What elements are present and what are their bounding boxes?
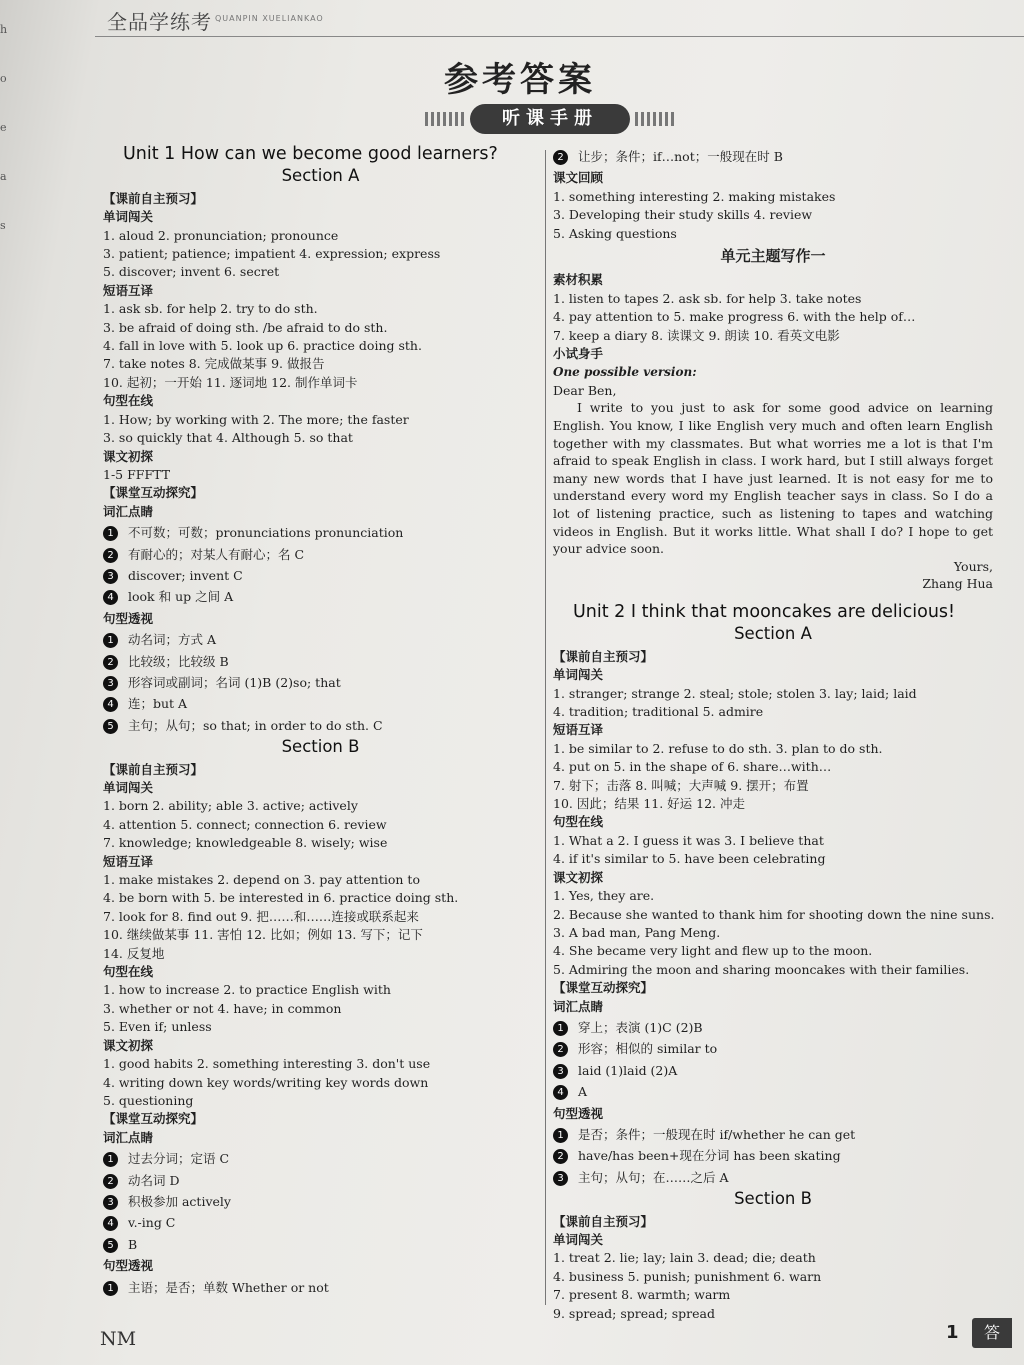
answer-line: 3. whether or not 4. have; in common <box>103 1000 342 1016</box>
answer-text: have/has been+现在分词 has been skating <box>578 1148 841 1164</box>
answer-line: 1. be similar to 2. refuse to do sth. 3. plan to do sth. <box>553 740 883 756</box>
answer-line: 7. look for 8. find out 9. 把……和……连接或联系起来 <box>103 908 419 924</box>
answer-line: 5. Admiring the moon and sharing mooncakes with their families. <box>553 961 970 977</box>
edge-letter: a <box>0 170 7 183</box>
answer-text: 比较级；比较级 B <box>128 653 229 669</box>
section-title: Section A <box>281 166 360 186</box>
subheading: 单词闯关 <box>103 780 154 795</box>
letter-signature: Zhang Hua <box>922 576 993 592</box>
circled-number: 2 <box>103 655 118 670</box>
numbered-answer <box>103 631 538 649</box>
edge-letter: e <box>0 121 7 134</box>
answer-line: 7. take notes 8. 完成做某事 9. 做报告 <box>103 356 325 372</box>
answer-line: 1. aloud 2. pronunciation; pronounce <box>103 227 339 243</box>
part-heading: 【课前自主预习】 <box>553 648 654 664</box>
numbered-answer <box>553 1019 993 1037</box>
banner-wing-right <box>635 112 675 126</box>
page-number: 1 <box>946 1322 959 1343</box>
subheading: 句型在线 <box>103 393 154 409</box>
subheading: 句型在线 <box>553 814 604 830</box>
circled-number: 3 <box>553 1064 568 1079</box>
answer-line: 1. How; by working with 2. The more; the faster <box>103 411 409 427</box>
edge-letter: s <box>0 219 6 232</box>
subheading: 单词闯关 <box>103 209 154 225</box>
answer-line: 4. tradition; traditional 5. admire <box>553 704 764 720</box>
answer-line: 3. Developing their study skills 4. review <box>553 207 813 223</box>
numbered-answer <box>553 1169 993 1187</box>
answer-text: 主语；是否；单数 Whether or not <box>128 1279 329 1295</box>
numbered-answer <box>103 695 538 713</box>
circled-number: 1 <box>553 1128 568 1143</box>
answer-text: laid (1)laid (2)A <box>578 1062 678 1078</box>
part-heading: 【课前自主预习】 <box>553 1213 654 1229</box>
answer-text: A <box>578 1084 588 1100</box>
circled-number: 1 <box>103 633 118 648</box>
numbered-answer <box>103 1236 538 1254</box>
answer-text: 动名词 D <box>128 1172 180 1188</box>
part-heading: 【课前自主预习】 <box>103 761 204 777</box>
numbered-answer <box>103 567 538 585</box>
numbered-answer <box>103 674 538 692</box>
answer-line: 5. Even if; unless <box>103 1019 212 1035</box>
answer-text: look 和 up 之间 A <box>128 589 234 605</box>
answer-line: 7. 射下；击落 8. 叫喊；大声喊 9. 摆开；布置 <box>553 777 809 793</box>
answer-text: 过去分词；定语 C <box>128 1151 230 1167</box>
answer-line: 3. be afraid of doing sth. /be afraid to do sth. <box>103 319 388 335</box>
answer-line: 1. born 2. ability; able 3. active; actively <box>103 798 358 814</box>
part-heading: 【课前自主预习】 <box>103 190 204 206</box>
answer-text: 形容；相似的 similar to <box>578 1041 718 1057</box>
edge-letter: h <box>0 23 8 36</box>
part-heading: 【课堂互动探究】 <box>553 980 654 996</box>
subheading: 单词闯关 <box>553 667 604 683</box>
subheading: 课文初探 <box>553 869 604 885</box>
answer-line: 14. 反复地 <box>103 945 165 961</box>
numbered-answer <box>103 1150 538 1168</box>
subheading: 短语互译 <box>103 853 154 869</box>
answer-text: 让步；条件；if…not；一般现在时 B <box>578 149 783 164</box>
adjacent-page-edge <box>0 20 12 235</box>
section-title: Section B <box>281 737 360 757</box>
answer-line: 10. 因此；结果 11. 好运 12. 冲走 <box>553 796 746 812</box>
answer-line: 7. present 8. warmth; warm <box>553 1287 731 1303</box>
answer-line: 1. stranger; strange 2. steal; stole; stolen 3. lay; laid; laid <box>553 685 917 701</box>
footer-code: NM <box>100 1328 137 1350</box>
answer-line: 1-5 FFFTT <box>103 466 171 482</box>
circled-number: 5 <box>103 719 118 734</box>
answer-line: 7. knowledge; knowledgeable 8. wisely; wise <box>103 835 388 851</box>
subheading: 小试身手 <box>553 346 604 362</box>
section-title: Section B <box>734 1189 812 1209</box>
subheading: 短语互译 <box>103 282 154 298</box>
circled-number: 3 <box>103 676 118 691</box>
answer-line: 9. spread; spread; spread <box>553 1305 715 1321</box>
sample-letter <box>553 382 993 593</box>
letter-body: I write to you just to ask for some good advice on learning English. You know, I like English very much and often learn English together with my classmates. But what worries me a lot is that I'm afraid to speak English in class. I work hard, but I still always forget many new words that I have just learned. It is not easy for me to understand every word my English teacher says in class. So I do a lot of listening practice, such as listening to tapes and watching videos in English. But it works little. What shall I do? I hope to get your advice soon. <box>553 400 993 557</box>
left-column <box>103 145 538 1300</box>
numbered-answer <box>103 1172 538 1190</box>
answer-line: 1. What a 2. I guess it was 3. I believe that <box>553 832 824 848</box>
writing-section-title: 单元主题写作一 <box>720 247 826 266</box>
answer-line: 1. treat 2. lie; lay; lain 3. dead; die; death <box>553 1250 816 1266</box>
circled-number: 2 <box>553 150 568 165</box>
answer-text: 是否；条件；一般现在时 if/whether he can get <box>578 1126 856 1142</box>
numbered-answer <box>103 588 538 606</box>
answer-text: B <box>128 1236 138 1252</box>
subheading: 词汇点睛 <box>103 503 154 519</box>
answer-line: 7. keep a diary 8. 读课文 9. 朗读 10. 看英文电影 <box>553 327 840 343</box>
answer-line: 4. put on 5. in the shape of 6. share…with… <box>553 759 832 775</box>
circled-number: 3 <box>103 569 118 584</box>
brand-pinyin: QUANPIN XUELIANKAO <box>215 14 324 23</box>
circled-number: 4 <box>103 697 118 712</box>
letter-closing: Yours, <box>953 558 993 574</box>
numbered-answer <box>553 1040 993 1058</box>
answer-text: 不可数；可数；pronunciations pronunciation <box>128 525 404 541</box>
subheading: 短语互译 <box>553 722 604 738</box>
subheading: 句型透视 <box>103 610 154 626</box>
brand-title: 全品学练考 <box>107 10 212 34</box>
answer-line: 1. something interesting 2. making mistakes <box>553 188 836 204</box>
header-rule <box>95 36 1024 37</box>
answer-text: v.-ing C <box>128 1215 176 1231</box>
answer-line: 2. Because she wanted to thank him for shooting down the nine suns. <box>553 906 995 922</box>
answer-line: 5. discover; invent 6. secret <box>103 264 280 280</box>
answer-line: 1. listen to tapes 2. ask sb. for help 3. take notes <box>553 290 862 306</box>
answer-line: 1. good habits 2. something interesting 3. don't use <box>103 1056 431 1072</box>
page-title: 参考答案 <box>444 60 596 100</box>
answer-text: 主句；从句；在……之后 A <box>578 1169 729 1185</box>
answer-line: 1. ask sb. for help 2. try to do sth. <box>103 301 318 317</box>
numbered-answer <box>553 148 993 166</box>
numbered-answer <box>103 717 538 735</box>
circled-number: 1 <box>103 526 118 541</box>
answer-line: 4. business 5. punish; punishment 6. warn <box>553 1268 822 1284</box>
section-banner: 听课手册 <box>470 104 630 134</box>
numbered-answer <box>553 1062 993 1080</box>
answer-line: 4. be born with 5. be interested in 6. practice doing sth. <box>103 890 459 906</box>
answer-line: 4. writing down key words/writing key words down <box>103 1074 429 1090</box>
numbered-answer <box>103 546 538 564</box>
subheading: 句型在线 <box>103 964 154 980</box>
answer-line: 4. if it's similar to 5. have been celebrating <box>553 851 826 867</box>
subheading: 课文初探 <box>103 1037 154 1053</box>
answer-line: 4. pay attention to 5. make progress 6. with the help of… <box>553 309 916 325</box>
circled-number: 3 <box>103 1195 118 1210</box>
circled-number: 1 <box>103 1152 118 1167</box>
answer-line: 3. so quickly that 4. Although 5. so that <box>103 430 353 446</box>
answer-line: 4. attention 5. connect; connection 6. review <box>103 816 387 832</box>
answer-text: 形容词或副词；名词 (1)B (2)so; that <box>128 674 341 690</box>
column-divider <box>545 150 546 1305</box>
answer-text: 穿上；表演 (1)C (2)B <box>578 1019 703 1035</box>
unit-title: Unit 2 I think that mooncakes are delicious! <box>573 602 956 622</box>
numbered-answer <box>103 1279 538 1297</box>
circled-number: 2 <box>103 548 118 563</box>
subheading: 句型透视 <box>103 1258 154 1274</box>
circled-number: 5 <box>103 1238 118 1253</box>
answer-line: 1. make mistakes 2. depend on 3. pay attention to <box>103 872 420 888</box>
answer-text: discover; invent C <box>128 567 243 583</box>
circled-number: 4 <box>103 590 118 605</box>
edge-letter: o <box>0 72 7 85</box>
subheading: 词汇点睛 <box>103 1129 154 1145</box>
numbered-answer <box>553 1083 993 1101</box>
answer-line: 5. Asking questions <box>553 225 677 241</box>
answer-text: 连；but A <box>128 696 188 712</box>
part-heading: 【课堂互动探究】 <box>103 1111 204 1127</box>
circled-number: 4 <box>103 1216 118 1231</box>
part-heading: 【课堂互动探究】 <box>103 485 204 501</box>
answer-text: 主句；从句；so that; in order to do sth. C <box>128 717 383 733</box>
answer-tab: 答 <box>972 1318 1012 1348</box>
answer-line: 1. Yes, they are. <box>553 888 655 904</box>
circled-number: 1 <box>553 1021 568 1036</box>
answer-text: 积极参加 actively <box>128 1193 231 1209</box>
numbered-answer <box>553 1126 993 1144</box>
answer-line: 3. A bad man, Pang Meng. <box>553 924 721 940</box>
numbered-answer <box>103 1193 538 1211</box>
letter-greeting: Dear Ben, <box>553 382 617 398</box>
answer-line: 4. fall in love with 5. look up 6. practice doing sth. <box>103 338 422 354</box>
numbered-answer <box>553 1147 993 1165</box>
section-title: Section A <box>734 624 812 644</box>
circled-number: 2 <box>103 1174 118 1189</box>
circled-number: 4 <box>553 1085 568 1100</box>
subheading: 素材积累 <box>553 272 604 288</box>
numbered-answer <box>103 524 538 542</box>
answer-line: 10. 起初；一开始 11. 逐词地 12. 制作单词卡 <box>103 374 358 390</box>
version-label: One possible version: <box>553 365 697 380</box>
numbered-answer <box>103 653 538 671</box>
unit-title: Unit 1 How can we become good learners? <box>123 144 498 164</box>
subheading: 单词闯关 <box>553 1232 604 1247</box>
subheading: 课文初探 <box>103 448 154 464</box>
answer-line: 3. patient; patience; impatient 4. expression; express <box>103 246 441 262</box>
circled-number: 2 <box>553 1149 568 1164</box>
answer-line: 1. how to increase 2. to practice English with <box>103 982 391 998</box>
page-header <box>95 6 1024 38</box>
answer-line: 10. 继续做某事 11. 害怕 12. 比如；例如 13. 写下；记下 <box>103 927 423 943</box>
circled-number: 3 <box>553 1171 568 1186</box>
answer-line: 4. She became very light and flew up to the moon. <box>553 943 873 959</box>
right-column <box>553 145 993 1323</box>
subheading: 课文回顾 <box>553 170 604 186</box>
circled-number: 2 <box>553 1042 568 1057</box>
answer-line: 5. questioning <box>103 1092 194 1108</box>
subheading: 句型透视 <box>553 1105 604 1121</box>
numbered-answer <box>103 1214 538 1232</box>
answer-text: 有耐心的；对某人有耐心；名 C <box>128 546 305 562</box>
circled-number: 1 <box>103 1281 118 1296</box>
banner-wing-left <box>425 112 465 126</box>
answer-text: 动名词；方式 A <box>128 632 217 648</box>
subheading: 词汇点睛 <box>553 998 604 1014</box>
